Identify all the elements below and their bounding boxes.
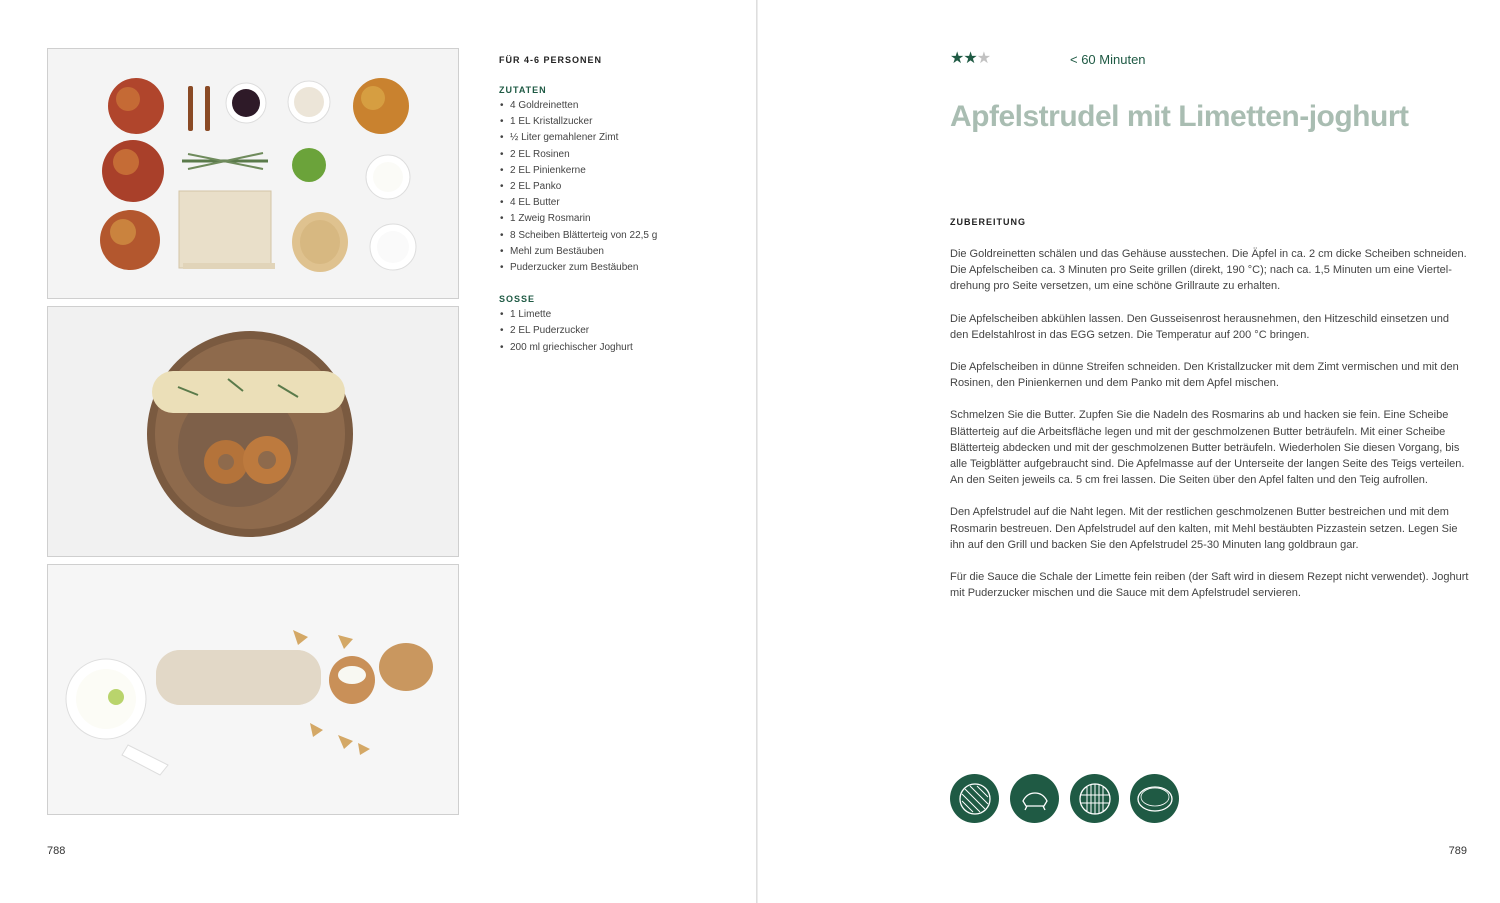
- ingredient-item: • ½ Liter gemahlener Zimt: [499, 130, 739, 146]
- sauce-item: • 200 ml griechischer Joghurt: [499, 340, 739, 356]
- preparation-photo: [47, 306, 459, 557]
- ingredient-item: • 4 Goldreinetten: [499, 98, 739, 114]
- ingredient-item: • Mehl zum Bestäuben: [499, 244, 739, 260]
- step-paragraph: Die Apfelscheiben abkühlen lassen. Den Gusseisenrost herausnehmen, den Hitzeschild einsetzen und den Edelstahlrost in das EGG setzen. Die Temperatur auf 200 °C bringen.: [950, 312, 1449, 341]
- recipe-title: Apfelstrudel mit Limetten-joghurt: [950, 100, 1409, 133]
- ingredient-item: • 2 EL Pinienkerne: [499, 163, 739, 179]
- ingredients-panel: [499, 55, 739, 374]
- finished-strudel-photo: [47, 564, 459, 815]
- step-paragraph: Für die Sauce die Schale der Limette fein reiben (der Saft wird in diesem Rezept nicht verwendet). Joghurt mit Puderzucker mischen und die Sauce mit dem Apfelstrudel servieren.: [950, 571, 1469, 600]
- ingredients-title: ZUTATEN: [499, 85, 547, 95]
- ingredient-item: • 2 EL Rosinen: [499, 147, 739, 163]
- page-number-right: 789: [1448, 845, 1467, 857]
- star-empty-icon: ★: [976, 50, 991, 67]
- cooking-time: < 60 Minuten: [1070, 52, 1146, 67]
- cast-iron-grid-icon: [950, 774, 999, 823]
- star-filled-icon: ★: [963, 50, 977, 67]
- difficulty-rating: [950, 51, 990, 67]
- step-paragraph: Die Goldreinetten schälen und das Gehäuse ausstechen. Die Äpfel in ca. 2 cm dicke Scheiben schneiden. Die Apfelscheiben ca. 3 Minuten pro Seite grillen (direkt, 190 °C); nach ca. 1,5 Minuten um eine Viertel-drehung pro Seite versetzen, um eine schöne Grillraute zu erhalten.: [950, 248, 1467, 293]
- page-number-left: 788: [47, 845, 66, 857]
- equipment-icons: [950, 774, 1179, 823]
- step-paragraph: Die Apfelscheiben in dünne Streifen schneiden. Den Kristallzucker mit dem Zimt vermischen und mit den Rosinen, den Pinienkernen und dem Panko mit dem Apfel mischen.: [950, 361, 1459, 390]
- ingredient-item: • 1 EL Kristallzucker: [499, 114, 739, 130]
- sauce-item: • 1 Limette: [499, 307, 739, 323]
- ingredients-list: [499, 98, 739, 276]
- ingredient-item: • 4 EL Butter: [499, 195, 739, 211]
- sauce-list: [499, 307, 739, 356]
- sauce-title: SOSSE: [499, 294, 536, 305]
- step-paragraph: Schmelzen Sie die Butter. Zupfen Sie die Nadeln des Rosmarins ab und hacken sie fein. Eine Scheibe Blätterteig auf die Arbeitsfläche legen und mit der geschmolzenen Butter beträufeln. Mit einer Scheibe Blätterteig abdecken und mit der geschmolzenen Butter beträufeln. Wiederholen Sie diesen Vorgang, bis alle Teigblätter aufgebraucht sind. Die Apfelmasse auf der Unterseite der langen Seite des Teigs verteilen. An den Seiten jeweils ca. 5 cm frei lassen. Die Seiten über den Apfel falten und den Teig aufrollen.: [950, 409, 1465, 487]
- sauce-item: • 2 EL Puderzucker: [499, 323, 739, 339]
- pizza-stone-icon: [1130, 774, 1179, 823]
- preparation-steps: [950, 246, 1470, 617]
- stainless-grid-icon: [1070, 774, 1119, 823]
- star-filled-icon: ★: [950, 50, 964, 67]
- ingredient-item: • 8 Scheiben Blätterteig von 22,5 g: [499, 228, 739, 244]
- right-page: [758, 0, 1500, 903]
- preparation-title: ZUBEREITUNG: [950, 217, 1026, 227]
- servings-label: FÜR 4-6 PERSONEN: [499, 55, 603, 65]
- ingredient-item: • 2 EL Panko: [499, 179, 739, 195]
- step-paragraph: Den Apfelstrudel auf die Naht legen. Mit der restlichen geschmolzenen Butter bestreichen und mit dem Rosmarin bestreuen. Den Apfelstrudel auf den kalten, mit Mehl bestäubten Pizzastein setzen. Legen Sie ihn auf den Grill und backen Sie den Apfelstrudel 25-30 Minuten lang goldbraun gar.: [950, 506, 1458, 551]
- ingredient-item: • 1 Zweig Rosmarin: [499, 211, 739, 227]
- ingredient-item: • Puderzucker zum Bestäuben: [499, 260, 739, 276]
- convegger-icon: [1010, 774, 1059, 823]
- ingredients-photo: [47, 48, 459, 299]
